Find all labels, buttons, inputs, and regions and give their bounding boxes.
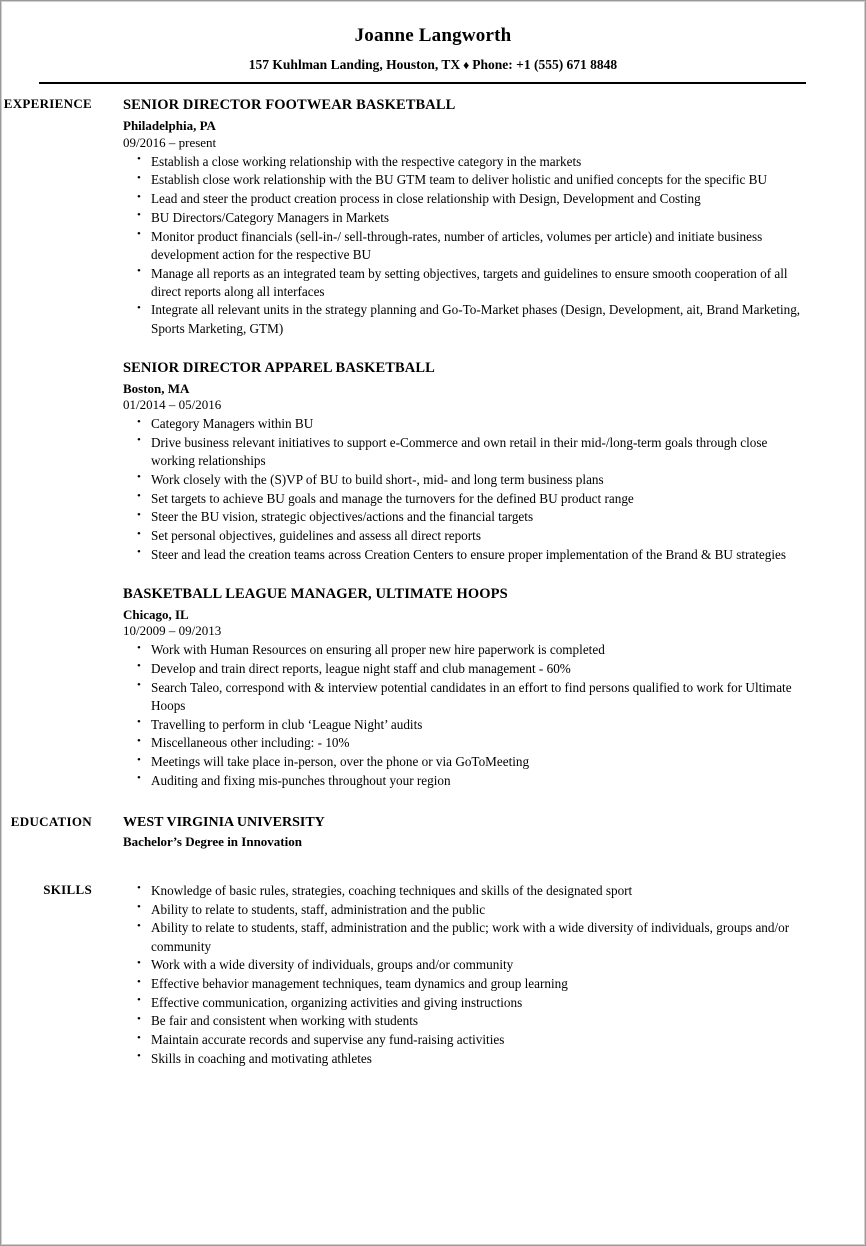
page-inner-border	[1, 1, 865, 1245]
skills-bullet-list	[123, 882, 806, 1068]
education-school: WEST VIRGINIA UNIVERSITY	[123, 815, 325, 831]
contact-address: 157 Kuhlman Landing, Houston, TX	[248, 56, 461, 72]
diamond-separator-icon: ♦	[463, 57, 470, 72]
skills-section	[2, 881, 864, 1069]
list-item: • Steer and lead the creation teams across Creation Centers to ensure proper implementation of the Brand & BU strategies	[123, 546, 806, 564]
job-dates: 10/2009 – 09/2013	[123, 623, 222, 639]
list-item: • Monitor product financials (sell-in-/ sell-through-rates, number of articles, volumes per article) and initiate business development action for the respective BU	[123, 228, 806, 264]
education-entry	[123, 814, 806, 850]
list-item: • Work with a wide diversity of individuals, groups and/or community	[123, 956, 806, 974]
list-item: • Set targets to achieve BU goals and manage the turnovers for the defined BU product range	[123, 490, 806, 508]
list-item: • Skills in coaching and motivating athletes	[123, 1050, 806, 1068]
list-item: • Integrate all relevant units in the strategy planning and Go-To-Market phases (Design, Development, ait, Brand Marketing, Sports Marketing, GTM)	[123, 301, 806, 337]
job-title: SENIOR DIRECTOR APPAREL BASKETBALL	[123, 359, 435, 376]
list-item: • Ability to relate to students, staff, administration and the public	[123, 901, 806, 919]
list-item: • Establish close work relationship with the BU GTM team to deliver holistic and unified concepts for the specific BU	[123, 171, 806, 189]
education-degree: Bachelor’s Degree in Innovation	[123, 834, 302, 850]
candidate-name: Joanne Langworth	[354, 25, 512, 46]
education-section	[2, 814, 864, 850]
list-item: • Set personal objectives, guidelines and assess all direct reports	[123, 527, 806, 545]
skills-label-column	[2, 881, 123, 898]
resume-header	[2, 2, 864, 84]
job-location: Chicago, IL	[123, 606, 189, 622]
list-item: • Category Managers within BU	[123, 415, 806, 433]
job-title: BASKETBALL LEAGUE MANAGER, ULTIMATE HOOPS	[123, 585, 508, 602]
list-item: • Manage all reports as an integrated team by setting objectives, targets and guidelines to ensure smooth cooperation of all direct reports along all interfaces	[123, 265, 806, 301]
experience-entry	[123, 359, 806, 564]
list-item: • Establish a close working relationship with the respective category in the markets	[123, 153, 806, 171]
list-item: • Steer the BU vision, strategic objectives/actions and the financial targets	[123, 508, 806, 526]
contact-phone: Phone: +1 (555) 671 8848	[472, 56, 618, 72]
job-dates: 01/2014 – 05/2016	[123, 397, 222, 413]
job-bullet-list	[123, 641, 806, 790]
list-item: • Knowledge of basic rules, strategies, coaching techniques and skills of the designated sport	[123, 882, 806, 900]
job-location: Boston, MA	[123, 380, 190, 396]
experience-entry	[123, 96, 806, 337]
list-item: • Effective communication, organizing activities and giving instructions	[123, 994, 806, 1012]
experience-section	[2, 96, 864, 790]
section-label-skills: SKILLS	[43, 881, 92, 897]
skills-entries	[123, 881, 864, 1069]
list-item: • Drive business relevant initiatives to support e-Commerce and own retail in their mid-/long-term goals through close working relationships	[123, 434, 806, 470]
list-item: • Work closely with the (S)VP of BU to build short-, mid- and long term business plans	[123, 471, 806, 489]
list-item: • Miscellaneous other including: - 10%	[123, 734, 806, 752]
section-label-experience: EXPERIENCE	[3, 96, 92, 112]
experience-entries	[123, 96, 864, 790]
list-item: • Develop and train direct reports, league night staff and club management - 60%	[123, 660, 806, 678]
education-label-column	[2, 814, 123, 830]
header-divider	[39, 82, 806, 85]
list-item: • Maintain accurate records and supervise any fund-raising activities	[123, 1031, 806, 1049]
list-item: • Work with Human Resources on ensuring all proper new hire paperwork is completed	[123, 641, 806, 659]
job-location: Philadelphia, PA	[123, 118, 216, 134]
education-entries	[123, 814, 864, 850]
job-bullet-list	[123, 415, 806, 564]
experience-label-column	[2, 96, 123, 112]
list-item: • Lead and steer the product creation process in close relationship with Design, Development and Costing	[123, 190, 806, 208]
experience-entry	[123, 585, 806, 790]
job-title: SENIOR DIRECTOR FOOTWEAR BASKETBALL	[123, 97, 456, 114]
section-label-education: EDUCATION	[10, 814, 92, 830]
list-item: • Search Taleo, correspond with & interview potential candidates in an effort to find persons qualified to work for Ultimate Hoops	[123, 679, 806, 715]
job-bullet-list	[123, 153, 806, 338]
list-item: • Travelling to perform in club ‘League Night’ audits	[123, 716, 806, 734]
list-item: • Ability to relate to students, staff, administration and the public; work with a wide diversity of individuals, groups and/or community	[123, 919, 806, 955]
list-item: • BU Directors/Category Managers in Markets	[123, 209, 806, 227]
job-dates: 09/2016 – present	[123, 134, 217, 150]
list-item: • Effective behavior management techniques, team dynamics and group learning	[123, 975, 806, 993]
contact-line	[2, 57, 864, 73]
list-item: • Meetings will take place in-person, over the phone or via GoToMeeting	[123, 753, 806, 771]
list-item: • Be fair and consistent when working with students	[123, 1012, 806, 1030]
list-item: • Auditing and fixing mis-punches throughout your region	[123, 772, 806, 790]
